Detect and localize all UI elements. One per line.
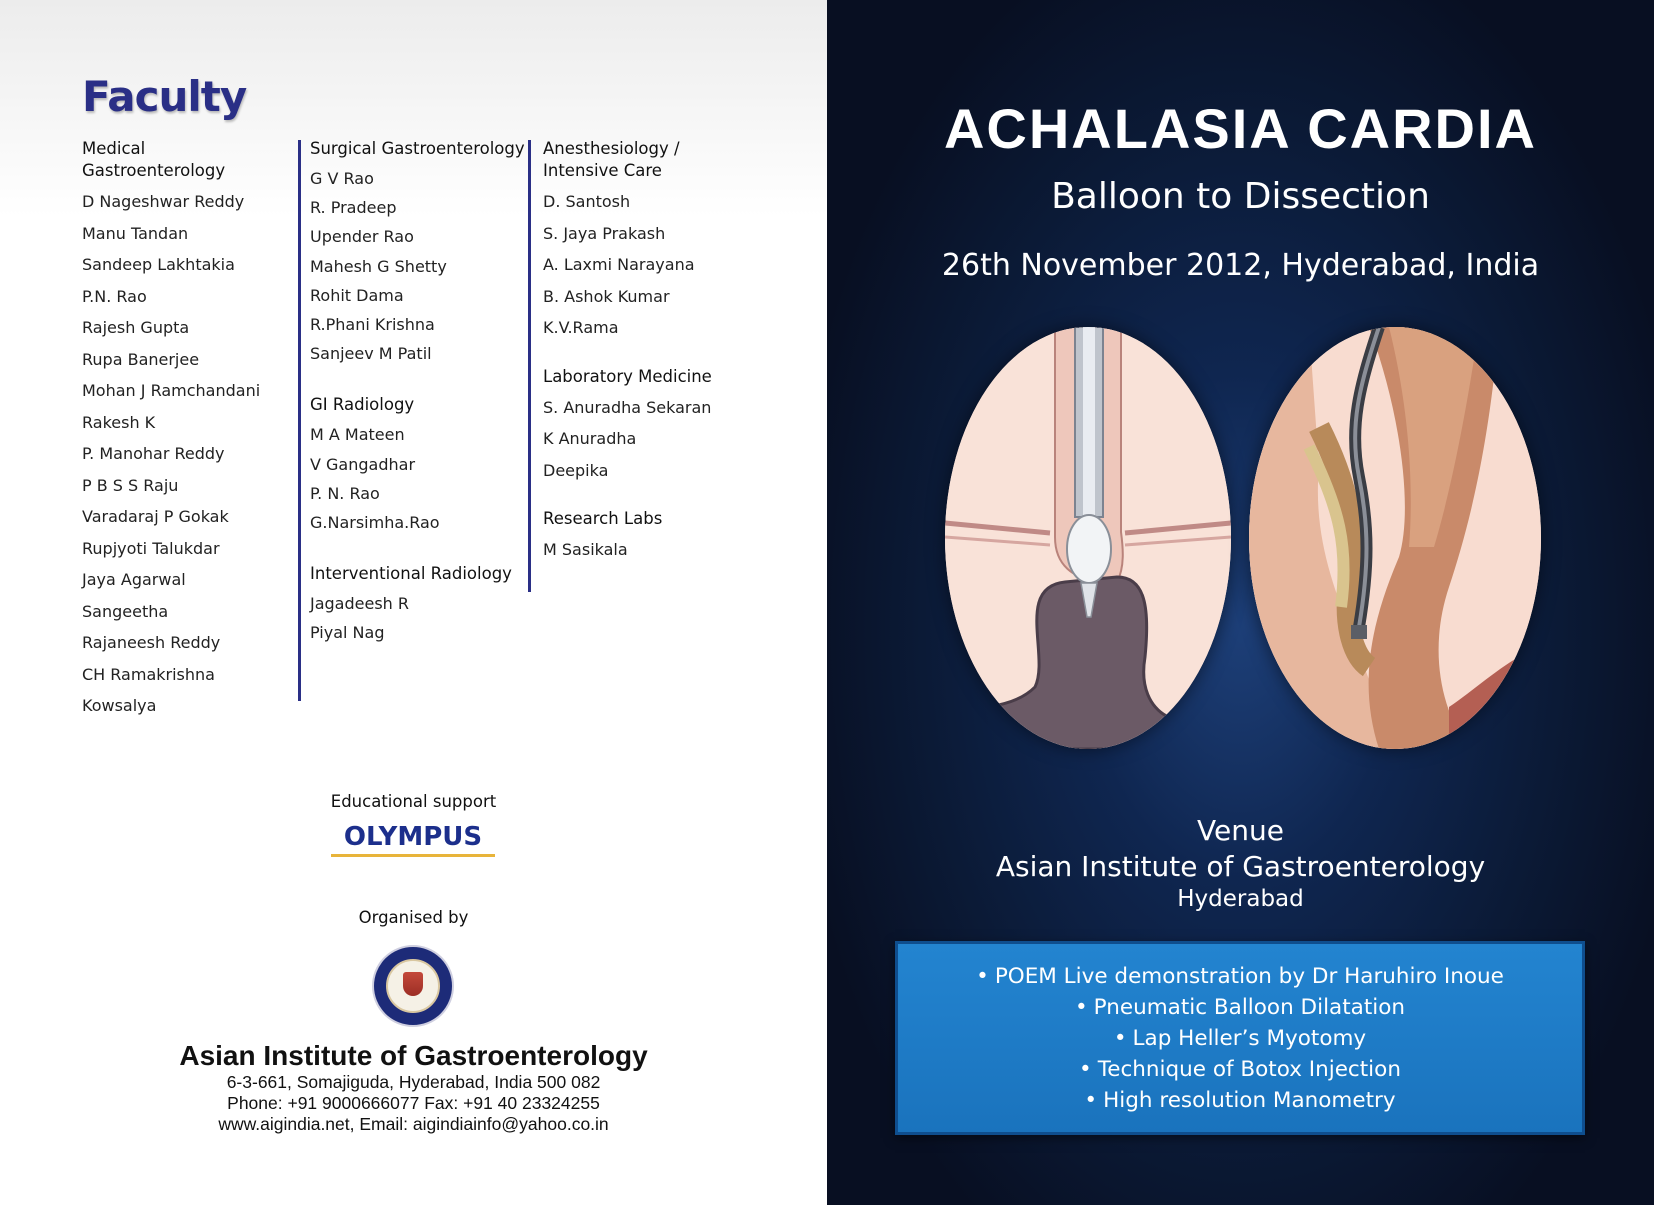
venue-name: Asian Institute of Gastroenterology [995, 850, 1486, 883]
faculty-name-list [310, 420, 525, 537]
faculty-name: P.N. Rao [82, 286, 147, 306]
faculty-name: Mahesh G Shetty [310, 256, 447, 276]
faculty-name: K Anuradha [543, 429, 637, 448]
faculty-name: Sanjeev M Patil [310, 344, 432, 364]
bullet-icon: • [1113, 1026, 1127, 1051]
event-date-place: 26th November 2012, Hyderabad, India [941, 248, 1540, 283]
faculty-name: Sandeep Lakhtakia [82, 255, 235, 274]
faculty-name: S. Anuradha Sekaran [543, 397, 712, 417]
faculty-title: Faculty [82, 72, 247, 121]
faculty-name: R. Pradeep [310, 198, 397, 218]
event-subtitle: Balloon to Dissection [1051, 176, 1430, 217]
section-heading: Research Labs [543, 509, 663, 528]
faculty-name: M Sasikala [543, 540, 628, 559]
seal-shield-icon [403, 972, 423, 996]
faculty-name: Upender Rao [310, 227, 414, 247]
institute-seal-icon [372, 945, 454, 1027]
faculty-name: R.Phani Krishna [310, 315, 435, 335]
institute-name: Asian Institute of Gastroenterology [179, 1040, 648, 1071]
faculty-name: Rakesh K [82, 412, 156, 432]
faculty-name: K.V.Rama [543, 318, 619, 337]
faculty-column-1 [82, 138, 287, 722]
faculty-name: Sangeetha [82, 601, 169, 621]
section-heading: Interventional Radiology [310, 564, 512, 584]
faculty-name: V Gangadhar [310, 454, 416, 474]
section-heading: Laboratory Medicine [543, 366, 712, 386]
faculty-name: D Nageshwar Reddy [82, 192, 245, 211]
bullet-icon: • [1079, 1057, 1092, 1082]
faculty-name: G V Rao [310, 169, 374, 188]
section-heading: Anesthesiology / Intensive Care [543, 139, 680, 180]
contact-line: Phone: +91 9000666077 Fax: +91 40 23324255 [227, 1093, 600, 1113]
topics-box [895, 941, 1585, 1135]
topic-item: • Pneumatic Balloon Dilatation [1074, 995, 1406, 1020]
olympus-logo-text: OLYMPUS [343, 822, 483, 852]
venue-city: Hyderabad [1177, 886, 1304, 912]
topic-item: • High resolution Manometry [1084, 1088, 1396, 1113]
faculty-name: M A Mateen [310, 425, 405, 445]
section-heading: Medical Gastroenterology [82, 139, 226, 180]
topic-item: • Technique of Botox Injection [1079, 1057, 1401, 1082]
faculty-name: Manu Tandan [82, 223, 189, 243]
venue-label: Venue [1197, 814, 1284, 847]
faculty-name: Rupa Banerjee [82, 349, 200, 369]
faculty-name: Jagadeesh R [310, 594, 410, 614]
faculty-name: Mohan J Ramchandani [82, 381, 261, 400]
faculty-name-list [543, 186, 758, 344]
faculty-column-3 [543, 138, 758, 566]
event-title: ACHALASIA CARDIA [943, 97, 1537, 160]
faculty-name: Piyal Nag [310, 623, 385, 643]
column-divider [298, 140, 301, 701]
organised-by-label: Organised by [358, 908, 469, 927]
educational-support-label: Educational support [330, 792, 497, 811]
bullet-icon: • [1074, 995, 1088, 1020]
address-line: 6-3-661, Somajiguda, Hyderabad, India 500 082 [226, 1072, 601, 1092]
faculty-name: P B S S Raju [82, 475, 179, 495]
section-heading: Surgical Gastroenterology [310, 139, 525, 158]
bullet-icon: • [1084, 1088, 1098, 1113]
faculty-name: Rupjyoti Talukdar [82, 538, 220, 558]
cover-page [827, 0, 1654, 1205]
faculty-name: CH Ramakrishna [82, 664, 215, 684]
faculty-name: B. Ashok Kumar [543, 286, 670, 306]
olympus-logo-underline [331, 854, 495, 857]
faculty-name-list [310, 164, 525, 368]
topic-item: • Lap Heller’s Myotomy [1113, 1026, 1367, 1051]
faculty-name: Rohit Dama [310, 285, 404, 305]
faculty-name: D. Santosh [543, 192, 631, 211]
faculty-name-list [310, 589, 525, 647]
faculty-name-list [543, 392, 758, 487]
faculty-name: Deepika [543, 460, 609, 480]
faculty-name: A. Laxmi Narayana [543, 255, 695, 274]
faculty-name: Varadaraj P Gokak [82, 507, 229, 526]
topic-item: • POEM Live demonstration by Dr Haruhiro Inoue [976, 964, 1504, 989]
balloon-dilatation-illustration [945, 327, 1231, 749]
faculty-name: P. Manohar Reddy [82, 444, 225, 463]
web-email-line: www.aigindia.net, Email: aigindiainfo@yahoo.co.in [218, 1114, 609, 1134]
faculty-name-list [82, 186, 287, 722]
faculty-name-list [543, 534, 758, 566]
faculty-name: Jaya Agarwal [82, 570, 186, 589]
seal-inner-ring [386, 959, 440, 1013]
olympus-logo [331, 822, 495, 857]
faculty-name: G.Narsimha.Rao [310, 513, 440, 533]
faculty-name: Kowsalya [82, 696, 157, 715]
faculty-name: Rajaneesh Reddy [82, 633, 221, 652]
myotomy-illustration [1249, 327, 1541, 749]
bullet-icon: • [976, 964, 989, 989]
faculty-name: P. N. Rao [310, 483, 380, 503]
faculty-column-2 [310, 138, 525, 648]
faculty-name: S. Jaya Prakash [543, 223, 666, 243]
section-heading: GI Radiology [310, 395, 415, 415]
column-divider [528, 140, 531, 592]
faculty-name: Rajesh Gupta [82, 318, 190, 337]
